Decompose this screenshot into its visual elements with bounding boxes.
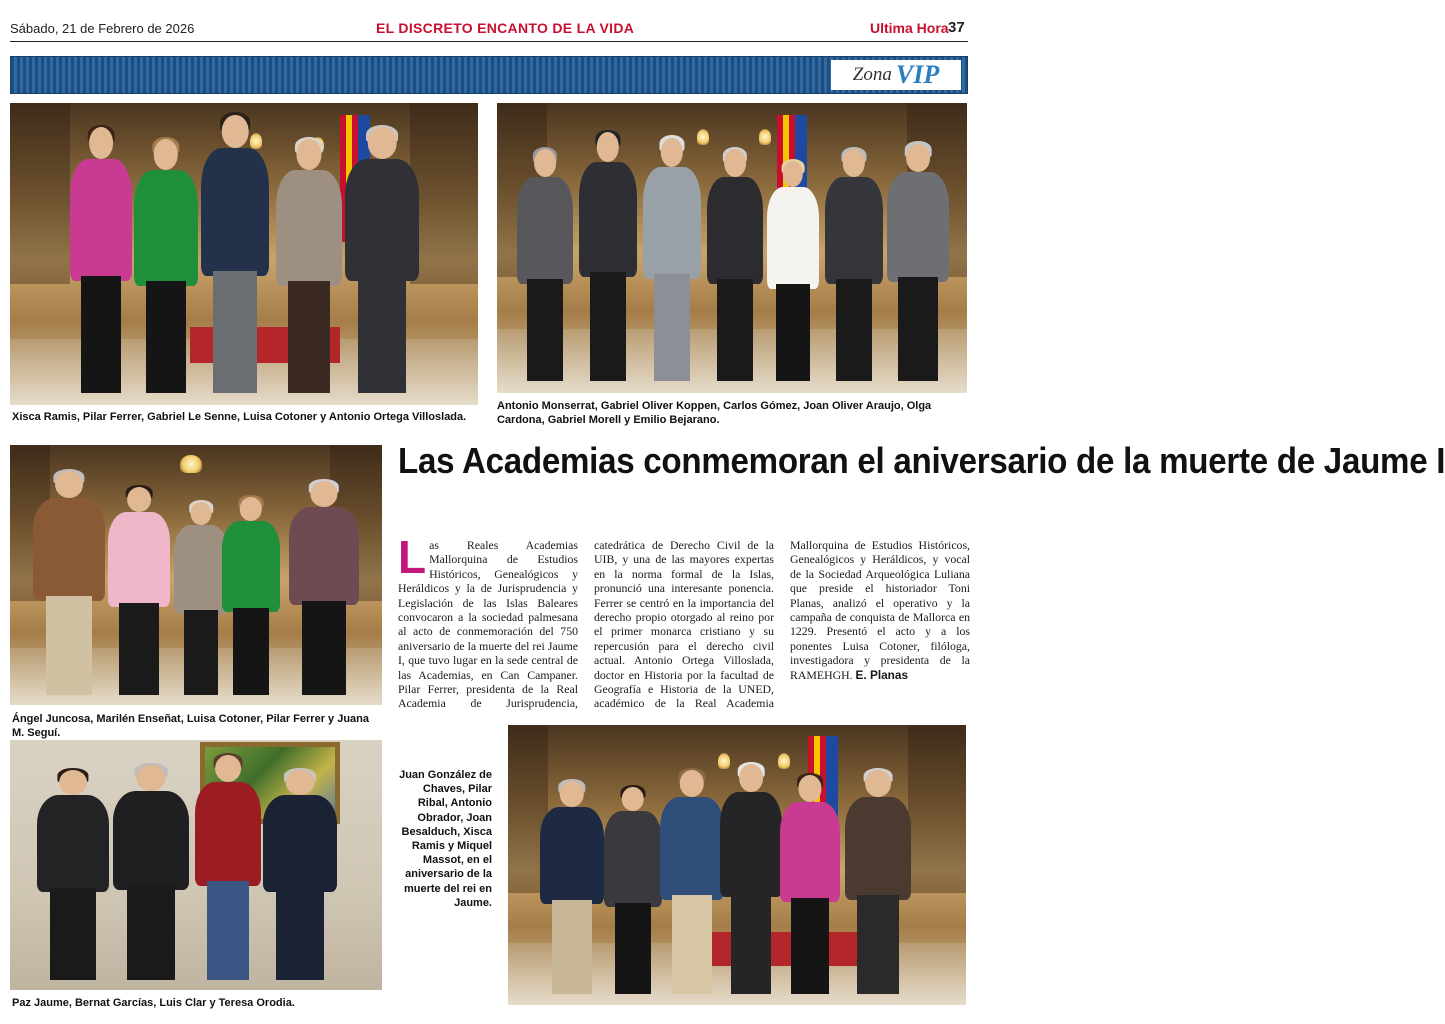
vip-label: VIP [895, 60, 940, 89]
article-signature: E. Planas [855, 667, 909, 682]
article-body [398, 531, 970, 718]
page-number: 37 [948, 19, 965, 36]
zona-vip-band [10, 56, 968, 94]
article-headline: Las Academias conmemoran el aniversario de la muerte de Jaume I [398, 440, 1445, 481]
zona-label: Zona [852, 64, 892, 85]
photo-4-caption: Paz Jaume, Bernat Garcías, Luis Clar y Teresa Orodia. [12, 997, 295, 1009]
page-header [10, 18, 968, 42]
drop-cap: L [398, 531, 427, 583]
photo-couples-group [10, 740, 382, 990]
zona-vip-logo [831, 60, 961, 90]
newspaper-brand: Ultima Hora [870, 20, 949, 36]
photo-2-caption: Antonio Monserrat, Gabriel Oliver Koppen, Carlos Gómez, Joan Oliver Araujo, Olga Cardona, Gabriel Morell y Emilio Bejarano. [497, 400, 932, 426]
section-title: EL DISCRETO ENCANTO DE LA VIDA [376, 20, 635, 36]
photo-academia-group-1 [10, 103, 478, 405]
photo-3-caption: Ángel Juncosa, Marilén Enseñat, Luisa Cotoner, Pilar Ferrer y Juana M. Seguí. [12, 713, 370, 739]
issue-date: Sábado, 21 de Febrero de 2026 [10, 21, 195, 36]
article-text: as Reales Academias Mallorquina de Estudios Históricos, Genealógicos y Heráldicos y la de Jurisprudencia y Legislación de las Islas Baleares convocaron a la sociedad palmesana al acto de conmemoración del 750 aniversario de la muerte del rei Jaume I, que tuvo lugar en la sede central de las Academias, en Can Campaner. Pilar Ferrer, presidenta de la Real Academia de Jurisprudencia, catedrática de Derecho Civil de la UIB, y una de las mayores expertas en la norma formal de la Islas, pronunció una interesante ponencia. Ferrer se centró en la importancia del derecho propio otorgado al reino por el primer monarca cristiano y su repercusión para el derecho civil actual. Antonio Ortega Villoslada, doctor en Historia por la facultad de Geografía e Historia de la UNED, académico de la Real Academia Mallorquina de Estudios Históricos, Genealógicos y Heráldicos, y vocal de la Sociedad Arqueológica Luliana que preside el historiador Toni Planas, analizó el operativo y la campaña de conquista de Mallorca en 1229. Presentó el acto y a los ponentes Luisa Cotoner, filóloga, investigadora y presidenta de la RAMEHGH. [398, 538, 970, 711]
photo-academia-group-2 [497, 103, 967, 393]
photo-1-caption: Xisca Ramis, Pilar Ferrer, Gabriel Le Senne, Luisa Cotoner y Antonio Ortega Villoslada. [12, 411, 467, 423]
photo-academia-group-4 [508, 725, 966, 1005]
photo-academia-group-3 [10, 445, 382, 705]
photo-5-caption: Juan González de Chaves, Pilar Ribal, Antonio Obrador, Joan Besalduch, Xisca Ramis y Miquel Massot, en el aniversario de la muerte del rei en Jaume. [399, 769, 492, 909]
